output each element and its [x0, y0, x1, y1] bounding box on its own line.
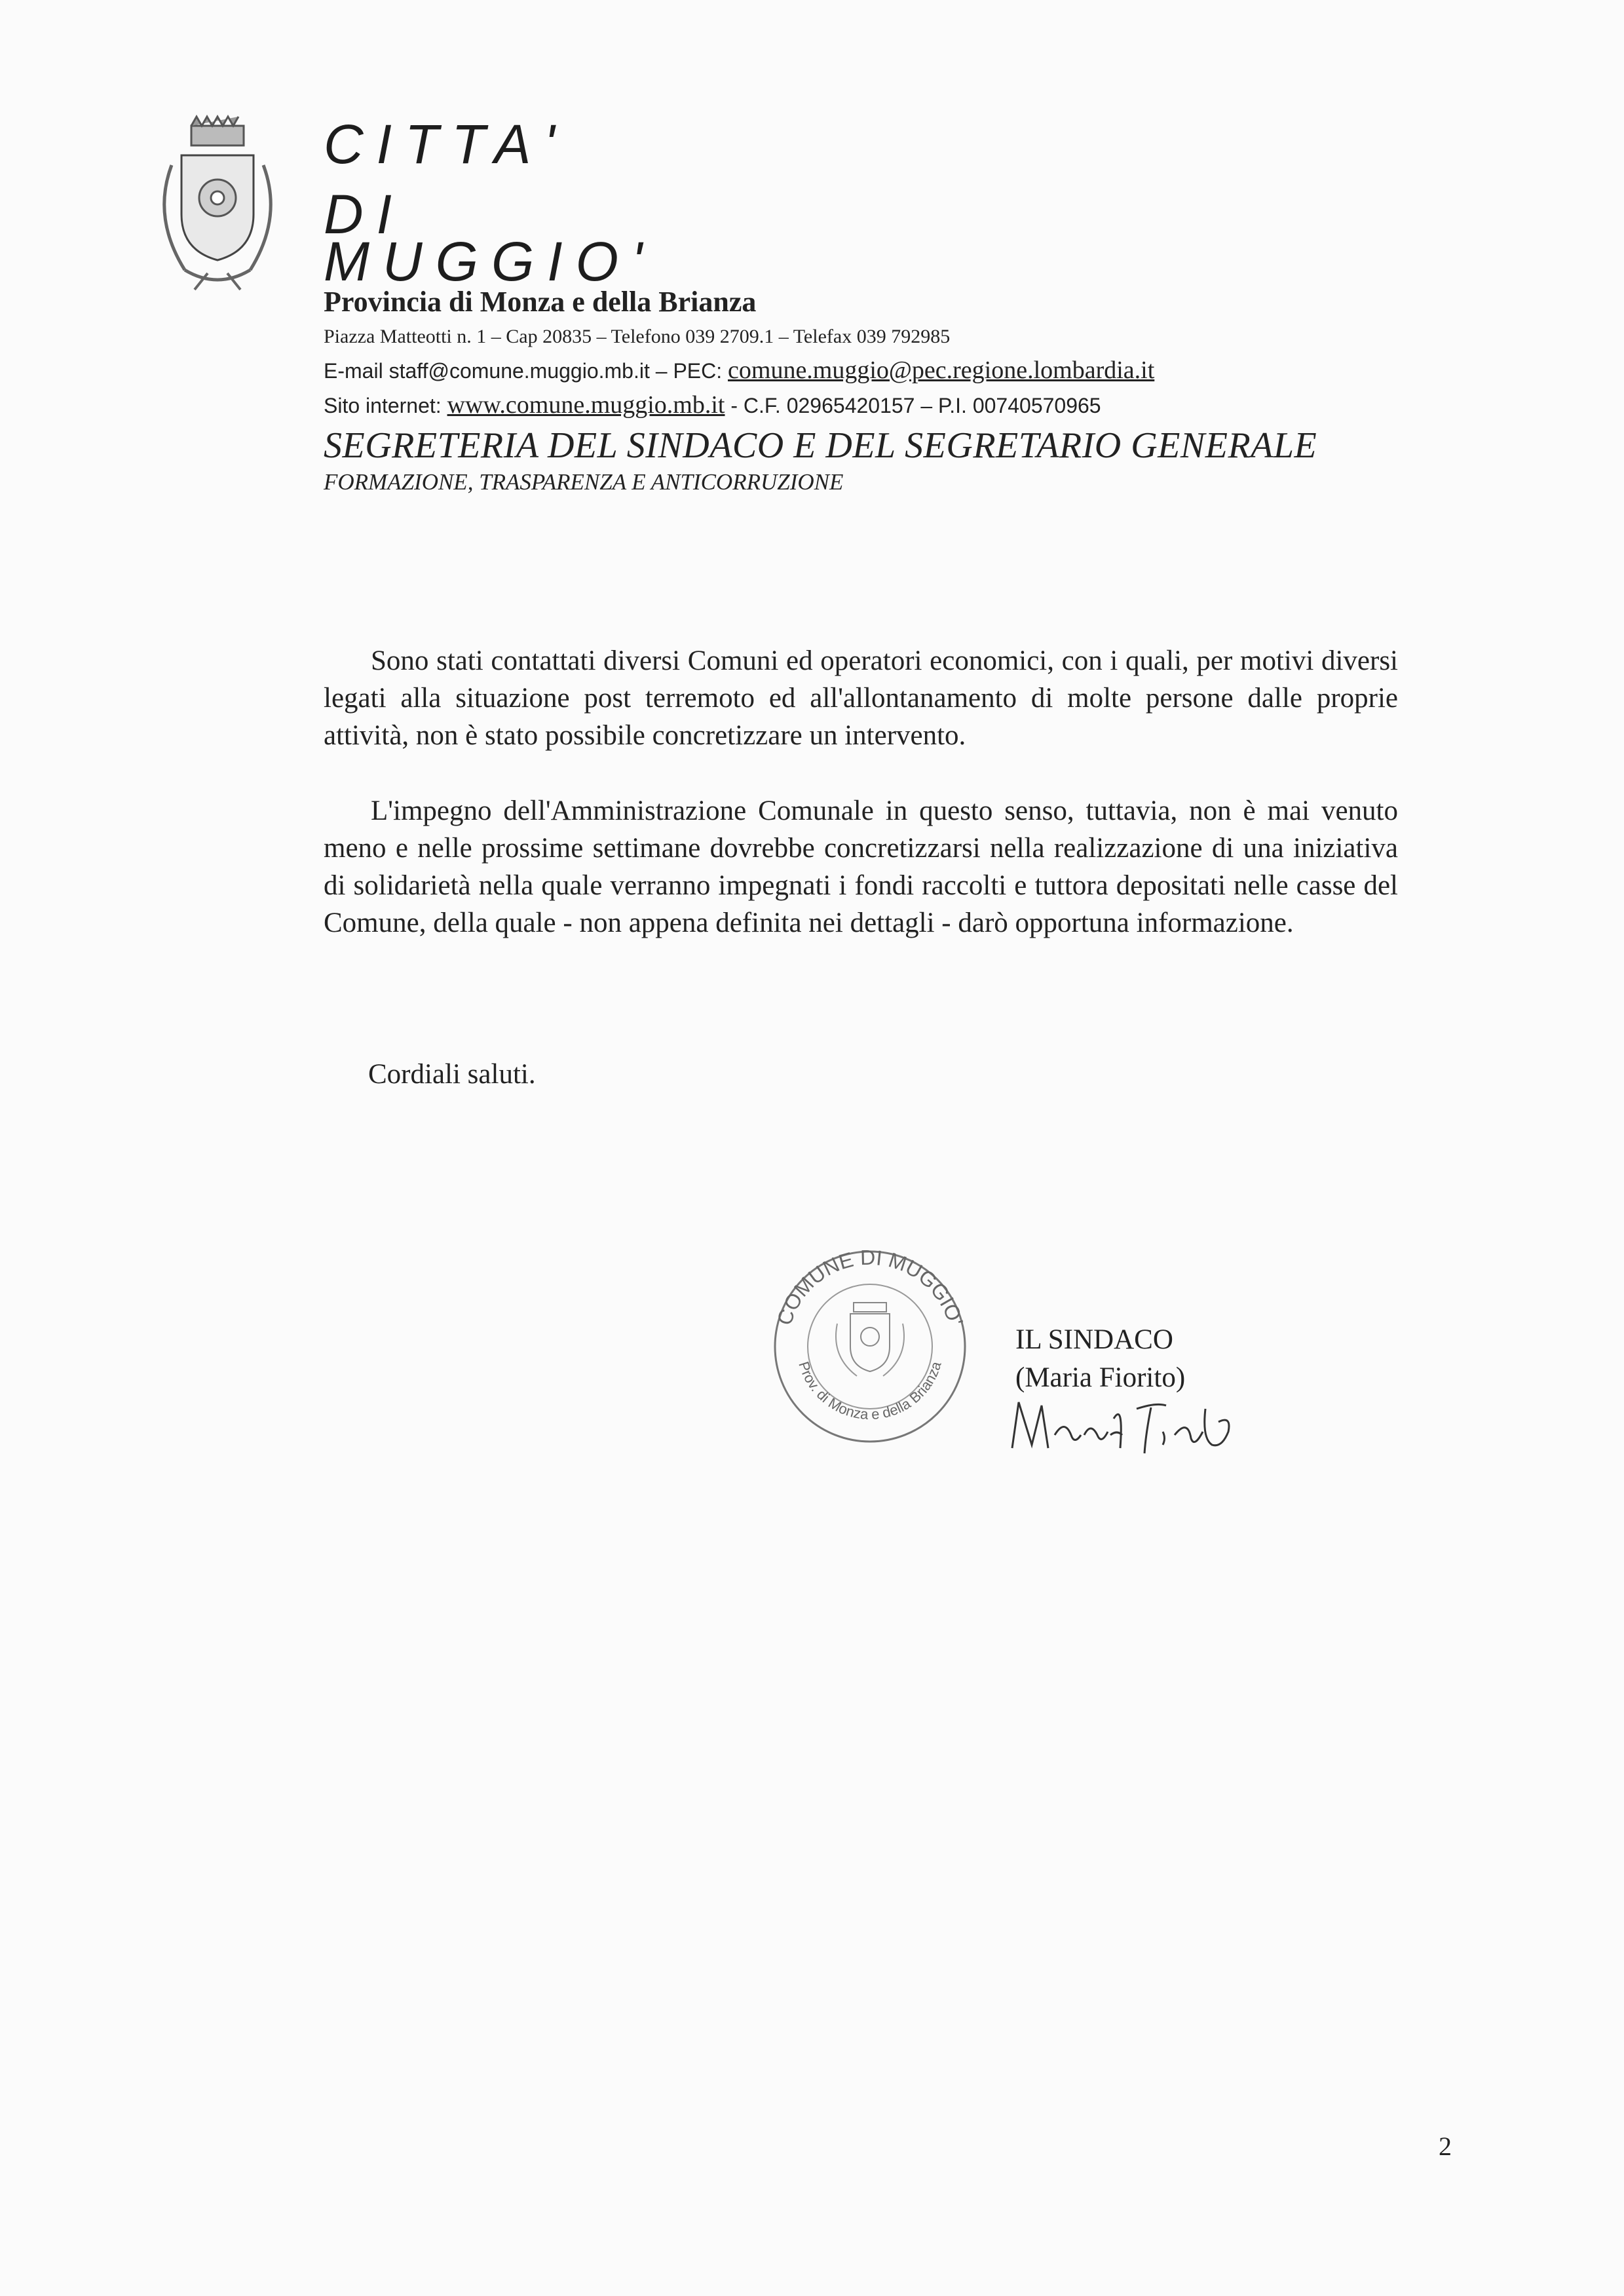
closing-greeting: Cordiali saluti. — [368, 1059, 536, 1090]
signatory-name: (Maria Fiorito) — [1015, 1362, 1186, 1393]
official-stamp — [762, 1245, 978, 1448]
city-name-line3: MUGGIO' — [324, 231, 656, 292]
fiscal-codes: - C.F. 02965420157 – P.I. 00740570965 — [725, 394, 1101, 417]
office-heading: SEGRETERIA DEL SINDACO E DEL SEGRETARIO GENERALE — [324, 425, 1317, 466]
office-subheading: FORMAZIONE, TRASPARENZA E ANTICORRUZIONE — [324, 469, 844, 495]
pec-link[interactable]: comune.muggio@pec.regione.lombardia.it — [728, 356, 1155, 384]
svg-text:Prov. di Monza e della Brianza — [795, 1359, 945, 1423]
city-name-line2: DI — [324, 183, 405, 245]
signatory-title: IL SINDACO — [1015, 1324, 1173, 1355]
body-paragraph-1: Sono stati contattati diversi Comuni ed operatori economici, con i quali, per motivi diversi legati alla situazione post terremoto ed all'allontanamento di molte persone dalle proprie attività, non è stato possibile concretizzare un intervento. — [324, 645, 1398, 751]
svg-text:COMUNE DI MUGGIO' — [772, 1246, 968, 1328]
province-label: Provincia di Monza e della Brianza — [324, 286, 757, 318]
contact-line — [324, 356, 1154, 385]
website-line — [324, 391, 1101, 419]
handwritten-signature — [1006, 1383, 1255, 1468]
stamp-text-bottom: Prov. di Monza e della Brianza — [795, 1359, 945, 1423]
address-line: Piazza Matteotti n. 1 – Cap 20835 – Telefono 039 2709.1 – Telefax 039 792985 — [324, 326, 951, 347]
page-number: 2 — [1439, 2132, 1452, 2161]
email-text: E-mail staff@comune.muggio.mb.it – PEC: — [324, 359, 728, 383]
site-prefix: Sito internet: — [324, 394, 447, 417]
website-link[interactable]: www.comune.muggio.mb.it — [447, 391, 725, 419]
city-crest-logo — [145, 113, 290, 296]
body-paragraph-2: L'impegno dell'Amministrazione Comunale in questo senso, tuttavia, non è mai venuto meno e nelle prossime settimane dovrebbe concretizzarsi nella realizzazione di una iniziativa di solidarietà nella quale verranno impegnati i fondi raccolti e tuttora depositati nelle casse del Comune, della quale - non appena definita nei dettagli - darò opportuna informazione. — [324, 795, 1398, 938]
city-name-line1: CITTA' — [324, 113, 568, 175]
stamp-text-top: COMUNE DI MUGGIO' — [772, 1245, 968, 1328]
